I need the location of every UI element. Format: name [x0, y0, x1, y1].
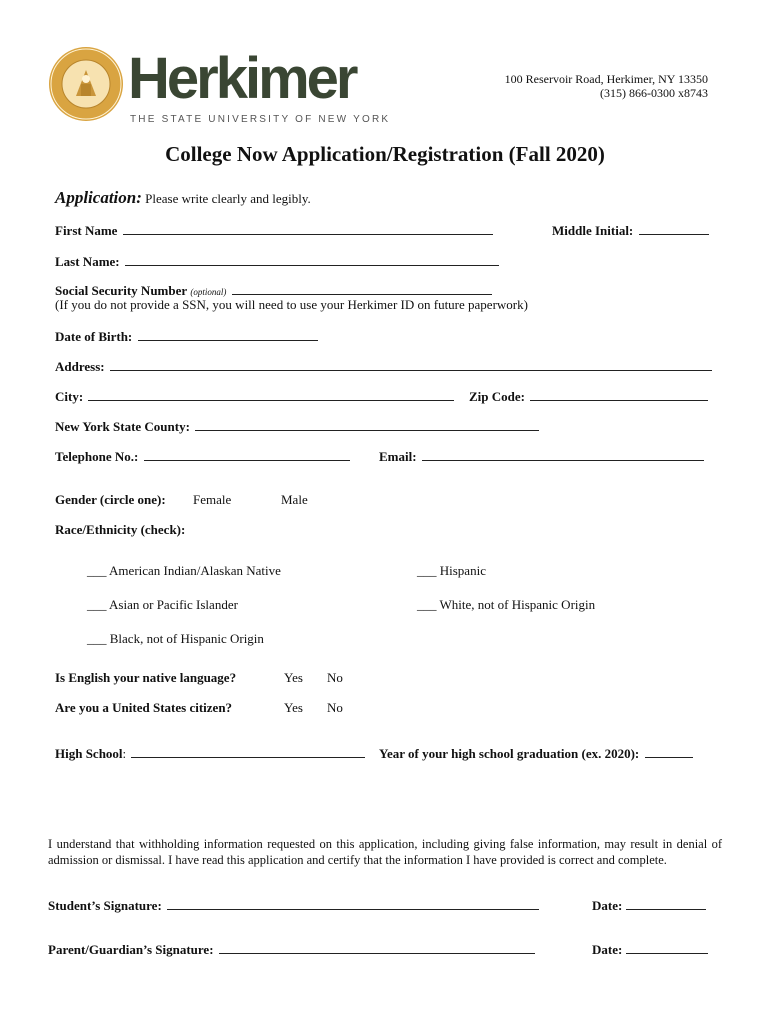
parent-signature-row	[48, 941, 535, 958]
race-option-label: Black, not of Hispanic Origin	[109, 631, 264, 646]
checkbox-blank[interactable]: ___	[417, 597, 437, 612]
student-signature-label: Student’s Signature:	[48, 898, 162, 913]
gender-male-option[interactable]: Male	[281, 492, 308, 507]
race-option-white[interactable]	[417, 597, 595, 613]
student-signature-row	[48, 897, 539, 914]
parent-date-row	[592, 941, 708, 958]
race-option-asian[interactable]	[87, 597, 238, 613]
gender-label: Gender (circle one):	[55, 492, 166, 507]
telephone-field[interactable]	[144, 448, 350, 461]
zip-row	[469, 388, 708, 405]
english-no-option[interactable]: No	[327, 670, 343, 685]
city-label: City:	[55, 389, 84, 404]
race-option-label: Asian or Pacific Islander	[109, 597, 238, 612]
address-label: Address:	[55, 359, 105, 374]
grad-year-row	[379, 745, 693, 762]
email-field[interactable]	[422, 448, 704, 461]
checkbox-blank[interactable]: ___	[87, 563, 107, 578]
certification-statement: I understand that withholding information requested on this application, including giving false information, may result in denial of admission or dismissal. I have read this application and certify that the information I have provided is correct and complete.	[48, 837, 722, 867]
student-signature-field[interactable]	[167, 897, 539, 910]
race-label: Race/Ethnicity (check):	[55, 522, 186, 537]
student-date-row	[592, 897, 706, 914]
email-row	[379, 448, 704, 465]
dob-label: Date of Birth:	[55, 329, 133, 344]
race-option-label: White, not of Hispanic Origin	[439, 597, 596, 612]
race-option-american-indian[interactable]	[87, 563, 281, 579]
dob-row	[55, 328, 318, 345]
ssn-label: Social Security Number	[55, 283, 188, 298]
ssn-note: (If you do not provide a SSN, you will need to use your Herkimer ID on future paperwork)	[55, 297, 528, 312]
first-name-row	[55, 222, 493, 239]
address-row	[55, 358, 712, 375]
checkbox-blank[interactable]: ___	[87, 597, 107, 612]
application-label: Application:	[55, 188, 142, 207]
city-row	[55, 388, 454, 405]
grad-year-label: Year of your high school graduation (ex. 2020):	[379, 746, 640, 761]
citizen-no-option[interactable]: No	[327, 700, 343, 715]
ssn-field[interactable]	[232, 282, 492, 295]
address-line-2: (315) 866-0300 x8743	[600, 86, 708, 100]
last-name-label: Last Name:	[55, 254, 120, 269]
address-line-1: 100 Reservoir Road, Herkimer, NY 13350	[504, 72, 708, 86]
email-label: Email:	[379, 449, 417, 464]
race-option-black[interactable]	[87, 631, 264, 647]
high-school-row	[55, 745, 365, 762]
last-name-field[interactable]	[125, 253, 499, 266]
student-date-label: Date:	[592, 898, 623, 913]
college-seal-logo	[48, 46, 124, 122]
race-option-label: Hispanic	[439, 563, 486, 578]
parent-date-field[interactable]	[626, 941, 708, 954]
last-name-row	[55, 253, 499, 270]
city-field[interactable]	[88, 388, 454, 401]
high-school-field[interactable]	[131, 745, 365, 758]
race-option-hispanic[interactable]	[417, 563, 486, 579]
checkbox-blank[interactable]: ___	[417, 563, 437, 578]
county-row	[55, 418, 539, 435]
race-option-label: American Indian/Alaskan Native	[109, 563, 281, 578]
middle-initial-label: Middle Initial:	[552, 223, 634, 238]
student-date-field[interactable]	[626, 897, 706, 910]
first-name-label: First Name	[55, 223, 118, 238]
checkbox-blank[interactable]: ___	[87, 631, 107, 646]
telephone-label: Telephone No.:	[55, 449, 139, 464]
parent-signature-label: Parent/Guardian’s Signature:	[48, 942, 214, 957]
county-field[interactable]	[195, 418, 539, 431]
high-school-colon: :	[122, 746, 127, 761]
application-instruction: Please write clearly and legibly.	[145, 191, 311, 206]
brand-tagline: THE STATE UNIVERSITY OF NEW YORK	[130, 114, 391, 125]
citizen-yes-option[interactable]: Yes	[284, 700, 303, 715]
english-question: Is English your native language?	[55, 670, 237, 685]
brand-wordmark: Herkimer	[128, 46, 356, 111]
telephone-row	[55, 448, 350, 465]
dob-field[interactable]	[138, 328, 318, 341]
page-title: College Now Application/Registration (Fall 2020)	[165, 142, 605, 166]
zip-field[interactable]	[530, 388, 708, 401]
zip-label: Zip Code:	[469, 389, 525, 404]
grad-year-field[interactable]	[645, 745, 693, 758]
middle-initial-field[interactable]	[639, 222, 709, 235]
parent-signature-field[interactable]	[219, 941, 535, 954]
ssn-optional-note: (optional)	[190, 287, 227, 297]
gender-female-option[interactable]: Female	[193, 492, 232, 507]
english-yes-option[interactable]: Yes	[284, 670, 303, 685]
application-heading	[55, 188, 311, 208]
college-address	[505, 72, 708, 100]
citizen-question: Are you a United States citizen?	[55, 700, 233, 715]
high-school-label: High School	[55, 746, 123, 761]
parent-date-label: Date:	[592, 942, 623, 957]
middle-initial-row	[552, 222, 709, 239]
first-name-field[interactable]	[123, 222, 493, 235]
county-label: New York State County:	[55, 419, 190, 434]
address-field[interactable]	[110, 358, 712, 371]
